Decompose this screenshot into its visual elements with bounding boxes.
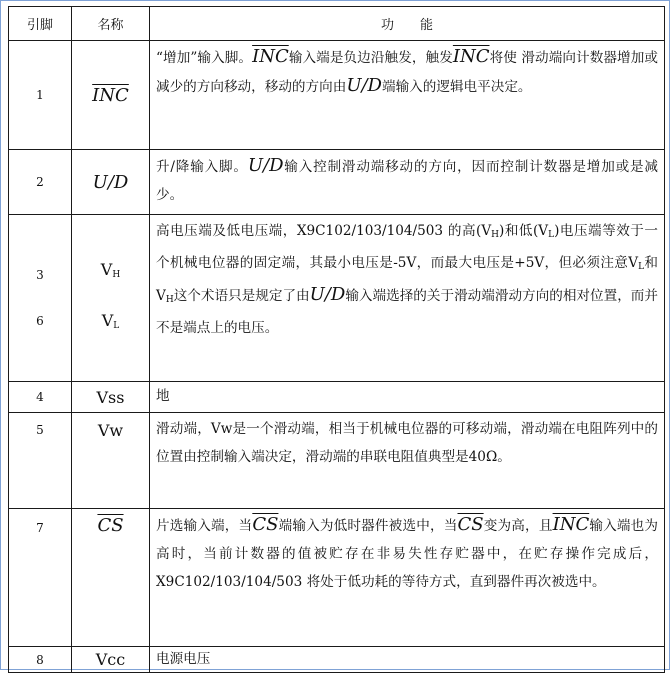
pin-name: Vw (72, 413, 150, 509)
pin-number: 8 (9, 647, 72, 673)
pin-function: 电源电压 (150, 647, 665, 673)
header-pin: 引脚 (9, 7, 72, 41)
header-function: 功 能 (150, 7, 665, 41)
pin-number: 2 (9, 150, 72, 215)
pin-number: 4 (9, 382, 72, 413)
table-row (9, 647, 665, 673)
pin-name: $\overline{INC}$ (72, 41, 150, 150)
table-row (9, 509, 665, 647)
pin-function: 滑动端，Vw是一个滑动端，相当于机械电位器的可移动端，滑动端在电阻阵列中的位置由控制输入端决定，滑动端的串联电阻值典型是40Ω。 (150, 413, 665, 509)
table-row (9, 41, 665, 150)
table-row (9, 215, 665, 382)
table-row (9, 413, 665, 509)
pin-number: 7 (9, 509, 72, 647)
pin-name: Vss (72, 382, 150, 413)
header-name: 名称 (72, 7, 150, 41)
pin-function: 地 (150, 382, 665, 413)
pin-function: 片选输入端，当$\overline{CS}$端输入为低时器件被选中，当$\overline{CS}$变为高，且$\overline{INC}$输入端也为高时，当前计数器的值被贮存在非易失性存贮器中，在贮存操作完成后，X9C102/103/104/503 将处于低功耗的等待方式，直到器件再次被选中。 (150, 509, 665, 647)
table-row (9, 150, 665, 215)
pin-name: $\overline{CS}$ (72, 509, 150, 647)
pin-function: 高电压端及低电压端，X9C102/103/104/503 的高$(V_H)$和低$(V_L)$电压端等效于一个机械电位器的固定端，其最小电压是-5V，而最大电压是+5V，但必须注意$V_L$和$V_H$这个术语只是规定了由U/D输入端选择的关于滑动端滑动方向的相对位置，而并不是端点上的电压。 (150, 215, 665, 382)
pin-number: 3 6 (9, 215, 72, 382)
table-header-row (9, 7, 665, 41)
pin-name: U/D (72, 150, 150, 215)
pin-number: 5 (9, 413, 72, 509)
pin-function: “增加”输入脚。$\overline{INC}$输入端是负边沿触发，触发$\overline{INC}$将使 滑动端向计数器增加或减少的方向移动，移动的方向由U/D端输入的逻辑电平决定。 (150, 41, 665, 150)
pin-name: Vcc (72, 647, 150, 673)
pin-name: $V_H$ $V_L$ (72, 215, 150, 382)
pin-number: 1 (9, 41, 72, 150)
pin-function-table (8, 6, 665, 673)
table-row (9, 382, 665, 413)
pin-function: 升/降输入脚。U/D输入控制滑动端移动的方向，因而控制计数器是增加或是减少。 (150, 150, 665, 215)
